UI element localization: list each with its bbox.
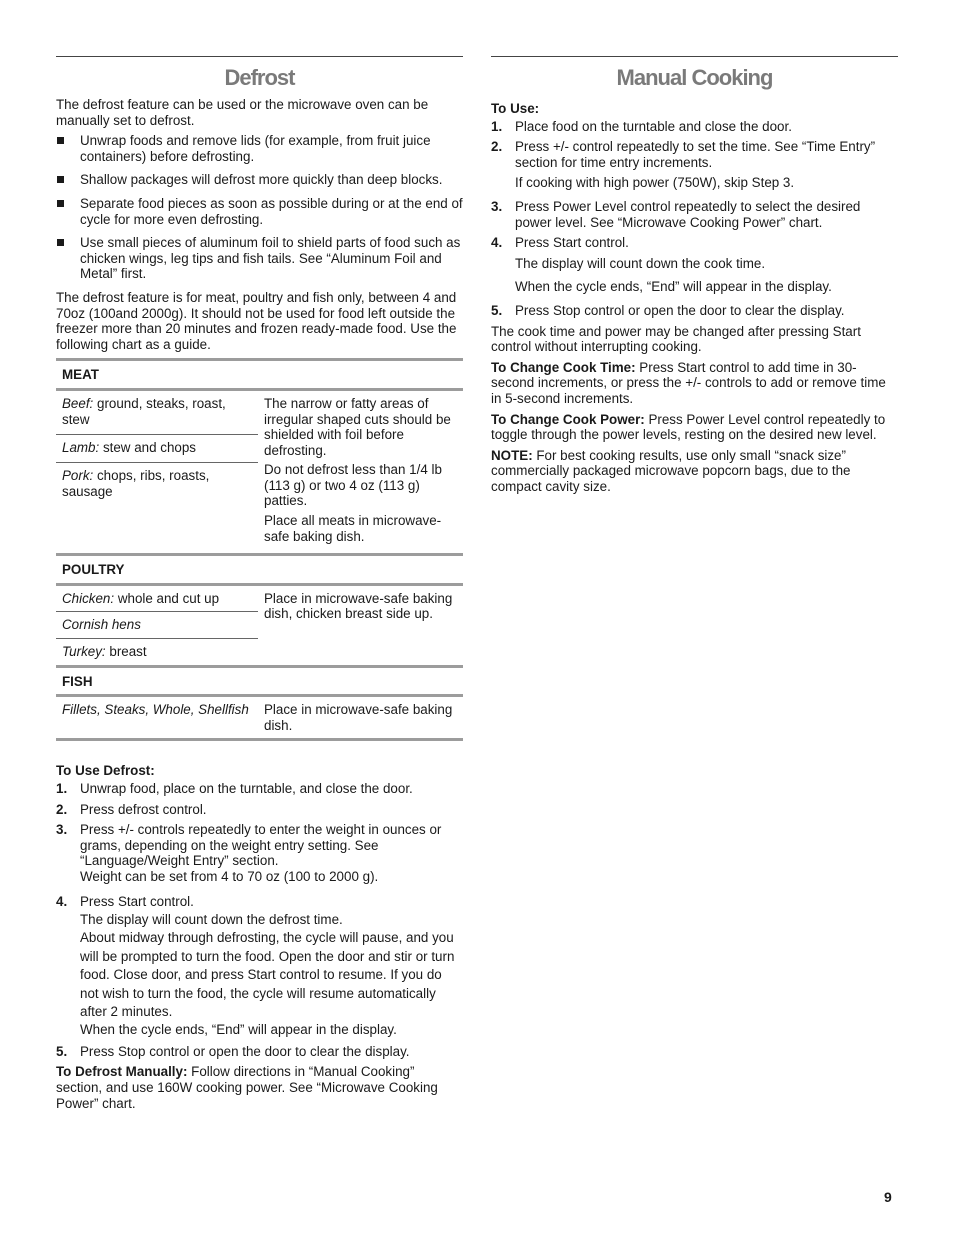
food-cell <box>56 463 258 555</box>
popcorn-note <box>491 448 898 495</box>
to-use-defrost-heading: To Use Defrost: <box>56 763 155 779</box>
list-item <box>491 235 898 295</box>
food-cell <box>56 389 258 434</box>
food-text: whole and cut up <box>114 590 220 606</box>
poultry-header: POULTRY <box>56 555 463 585</box>
fish-header: FISH <box>56 666 463 696</box>
food-label: Cornish hens <box>62 617 141 633</box>
fish-note-cell <box>258 696 463 740</box>
step-subtext: If cooking with high power (750W), skip Step 3. <box>515 175 795 191</box>
food-cell <box>56 435 258 463</box>
defrost-intro: The defrost feature can be used or the microwave oven can be manually set to defrost. <box>56 97 429 128</box>
step-text: Press Stop control or open the door to clear the display. <box>515 302 845 318</box>
meat-note: Do not defrost less than 1/4 lb (113 g) or two 4 oz (113 g) patties. <box>264 462 442 509</box>
step-text: Press defrost control. <box>80 801 207 817</box>
inline-label: To Change Cook Time: <box>491 359 636 375</box>
list-item: Use small pieces of aluminum foil to shield parts of food such as chicken wings, leg tips and fish tails. See “Aluminum Foil and Metal” first. <box>56 235 463 282</box>
step-number: 1. <box>491 118 503 134</box>
step-number: 5. <box>56 1043 68 1059</box>
inline-text: Follow directions in “Manual Cooking” section, and use 160W cooking power. See “Microwave Cooking Power” chart. <box>56 1064 438 1111</box>
step-subtext: About midway through defrosting, the cycle will pause, and you will be prompted to turn the food. Open the door and stir or turn food. Close door, and press Start control to resume. If you do not wish to turn the food, the cycle will resume automatically after 2 minutes. <box>80 930 455 1019</box>
food-label: Beef: <box>62 395 94 411</box>
manual-cooking-title: Manual Cooking <box>616 65 773 90</box>
list-item <box>56 1044 463 1060</box>
step-text: Press Power Level control repeatedly to select the desired power level. See “Microwave Cooking Power” chart. <box>515 198 861 230</box>
defrost-section <box>56 56 463 1116</box>
step-number: 2. <box>56 801 68 817</box>
food-text: stew and chops <box>99 440 196 456</box>
fish-note: Place in microwave-safe baking dish. <box>264 702 453 733</box>
section-rule <box>56 56 463 57</box>
list-item <box>56 781 463 797</box>
list-item <box>491 119 898 135</box>
list-item: Shallow packages will defrost more quickly than deep blocks. <box>56 172 463 188</box>
food-label: Chicken: <box>62 590 115 606</box>
defrost-steps <box>56 781 463 1059</box>
defrost-guidance: The defrost feature is for meat, poultry and fish only, between 4 and 70oz (100and 2000g). It should not be used for food left outside the freezer more than 20 minutes and frozen ready-made food. Use the following chart as a guide. <box>56 289 457 352</box>
step-text: Press Stop control or open the door to clear the display. <box>80 1043 410 1059</box>
food-cell <box>56 584 258 612</box>
manual-para: The cook time and power may be changed after pressing Start control without interrupting cooking. <box>491 323 861 355</box>
manual-steps <box>491 119 898 319</box>
change-power-note <box>491 412 898 443</box>
food-text: ground, steaks, roast, stew <box>62 395 226 427</box>
step-subtext: Weight can be set from 4 to 70 oz (100 to 2000 g). <box>80 868 379 884</box>
table-row <box>56 696 463 740</box>
list-item <box>491 303 898 319</box>
defrost-title: Defrost <box>224 65 295 90</box>
step-text: Press +/- controls repeatedly to enter the weight in ounces or grams, depending on the weight entry setting. See “Language/Weight Entry” section. <box>80 822 442 869</box>
inline-text: For best cooking results, use only small “snack size” commercially packaged microwave popcorn bags, due to the compact cavity size. <box>491 447 851 494</box>
to-use-heading: To Use: <box>491 101 540 116</box>
food-cell <box>56 696 258 740</box>
poultry-note-cell <box>258 584 463 666</box>
section-rule <box>491 56 898 57</box>
step-text: Press +/- control repeatedly to set the time. See “Time Entry” section for time entry increments. <box>515 139 876 170</box>
defrost-guide-table <box>56 358 463 741</box>
step-number: 4. <box>491 235 503 251</box>
step-text: Unwrap food, place on the turntable, and close the door. <box>80 781 413 796</box>
step-text: Press Start control. <box>80 893 194 909</box>
list-item <box>56 893 463 1040</box>
poultry-note: Place in microwave-safe baking dish, chicken breast side up. <box>264 590 453 622</box>
meat-notes-cell <box>258 389 463 554</box>
step-subtext: When the cycle ends, “End” will appear in the display. <box>515 279 832 295</box>
step-subtext: When the cycle ends, “End” will appear in the display. <box>80 1022 397 1038</box>
defrost-manually-note <box>56 1064 463 1111</box>
step-number: 1. <box>56 781 68 796</box>
inline-label: To Change Cook Power: <box>491 411 645 427</box>
inline-text: Press Power Level control repeatedly to toggle through the power levels, resting on the desired new level. <box>491 411 886 443</box>
list-item: Unwrap foods and remove lids (for example, from fruit juice containers) before defrosting. <box>56 133 463 164</box>
food-text: breast <box>105 644 147 660</box>
meat-header: MEAT <box>56 360 463 390</box>
food-cell <box>56 612 258 639</box>
food-label: Fillets, Steaks, Whole, Shellfish <box>62 702 249 718</box>
step-subtext: The display will count down the defrost time. <box>80 911 343 927</box>
inline-label: NOTE: <box>491 447 533 463</box>
inline-label: To Defrost Manually: <box>56 1064 188 1080</box>
meat-note: The narrow or fatty areas of irregular shaped cuts should be shielded with foil before defrosting. <box>264 395 451 458</box>
inline-text: Press Start control to add time in 30-second increments, or press the +/- controls to add or remove time in 5-second increments. <box>491 359 886 406</box>
table-section-header <box>56 666 463 696</box>
food-cell <box>56 639 258 667</box>
meat-note: Place all meats in microwave-safe baking dish. <box>264 513 442 544</box>
food-label: Lamb: <box>62 440 100 456</box>
food-text: chops, ribs, roasts, sausage <box>62 468 210 499</box>
table-row <box>56 389 463 434</box>
table-section-header <box>56 555 463 585</box>
step-number: 2. <box>491 139 503 155</box>
step-text: Press Start control. <box>515 235 629 251</box>
step-text: Place food on the turntable and close the door. <box>515 118 792 134</box>
step-number: 3. <box>56 822 68 838</box>
step-number: 3. <box>491 198 503 214</box>
list-item <box>56 822 463 884</box>
step-number: 5. <box>491 302 503 318</box>
list-item <box>491 139 898 191</box>
food-label: Pork: <box>62 468 94 484</box>
manual-cooking-section <box>491 56 898 499</box>
step-subtext: The display will count down the cook time. <box>515 255 766 271</box>
change-time-note <box>491 360 898 407</box>
table-section-header <box>56 360 463 390</box>
list-item <box>491 199 898 230</box>
page-number: 9 <box>884 1189 892 1205</box>
list-item <box>56 802 463 818</box>
food-label: Turkey: <box>62 644 106 660</box>
step-number: 4. <box>56 893 68 909</box>
table-row <box>56 584 463 612</box>
list-item: Separate food pieces as soon as possible during or at the end of cycle for more even defrosting. <box>56 196 463 227</box>
defrost-tips-list <box>56 133 463 282</box>
